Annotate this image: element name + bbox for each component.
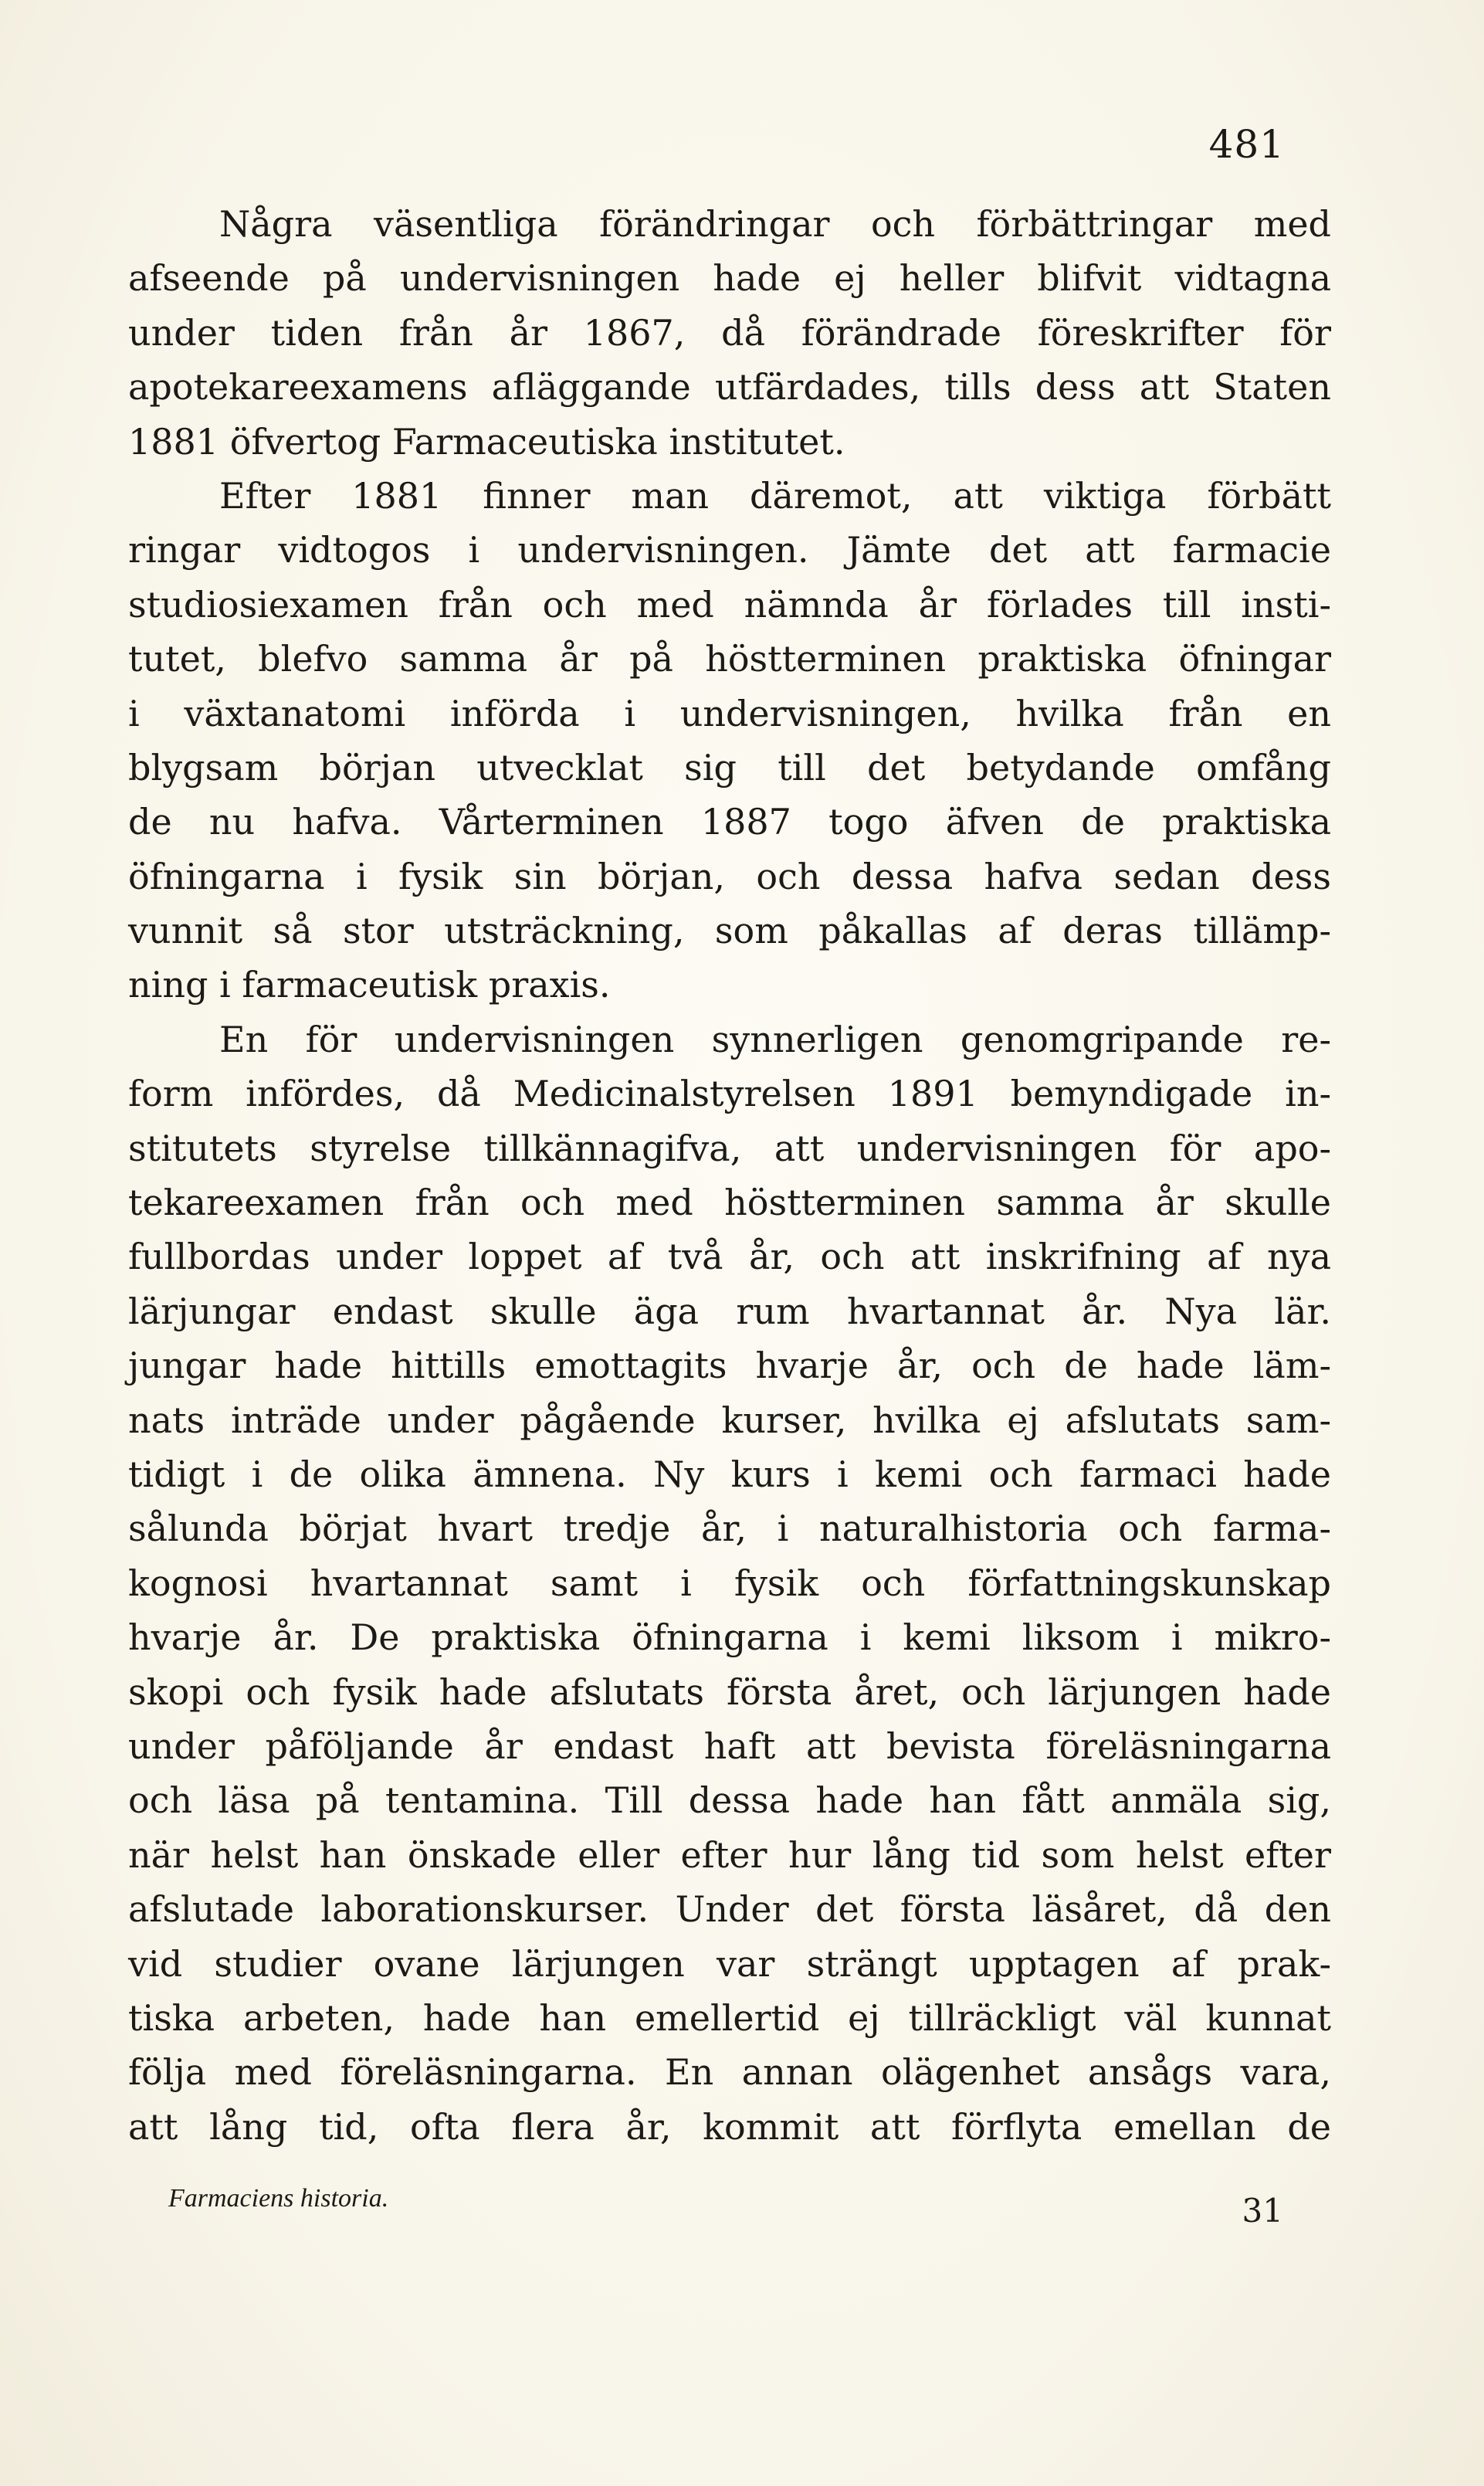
text-line: kognosi hvartannat samt i fysik och författningskunskap	[128, 1562, 1331, 1604]
text-line: stitutets styrelse tillkännagifva, att undervisningen för apo-	[128, 1127, 1331, 1169]
text-line: tiska arbeten, hade han emellertid ej tillräckligt väl kunnat	[128, 1996, 1331, 2039]
text-line: och läsa på tentamina. Till dessa hade han fått anmäla sig,	[128, 1779, 1331, 1822]
sheet-number: 31	[1242, 2192, 1283, 2230]
text-line: hvarje år. De praktiska öfningarna i kemi liksom i mikro-	[128, 1616, 1331, 1659]
page-number: 481	[1208, 122, 1285, 167]
text-line: att lång tid, ofta flera år, kommit att förflyta emellan de	[128, 2105, 1331, 2148]
text-line: skopi och fysik hade afslutats första året, och lärjungen hade	[128, 1670, 1331, 1713]
text-line: blygsam början utvecklat sig till det betydande omfång	[128, 746, 1331, 789]
text-line: de nu hafva. Vårterminen 1887 togo äfven de praktiska	[128, 801, 1331, 843]
text-line: form infördes, då Medicinalstyrelsen 1891 bemyndigade in-	[128, 1073, 1331, 1115]
text-line: tidigt i de olika ämnena. Ny kurs i kemi och farmaci hade	[128, 1453, 1331, 1495]
text-line: ning i farmaceutisk praxis.	[128, 964, 611, 1006]
text-line: En för undervisningen synnerligen genomgripande re-	[219, 1018, 1331, 1060]
text-line: afseende på undervisningen hade ej heller blifvit vidtagna	[128, 257, 1331, 300]
text-line: tekareexamen från och med höstterminen samma år skulle	[128, 1182, 1331, 1224]
page-footer	[168, 2179, 1283, 2241]
text-line: under påföljande år endast haft att bevista föreläsningarna	[128, 1725, 1331, 1767]
text-line: studiosiexamen från och med nämnda år förlades till insti-	[128, 583, 1331, 626]
text-line: vid studier ovane lärjungen var strängt upptagen af prak-	[128, 1942, 1331, 1985]
text-line: afslutade laborationskurser. Under det första läsåret, då den	[128, 1888, 1331, 1931]
text-line: nats inträde under pågående kurser, hvilka ej afslutats sam-	[128, 1399, 1331, 1441]
text-line: apotekareexamens afläggande utfärdades, tills dess att Staten	[128, 366, 1331, 409]
text-line: under tiden från år 1867, då förändrade föreskrifter för	[128, 311, 1331, 354]
text-line: ringar vidtogos i undervisningen. Jämte det att farmacie	[128, 529, 1331, 571]
text-line: Några väsentliga förändringar och förbättringar med	[219, 203, 1331, 245]
text-line: fullbordas under loppet af två år, och att inskrifning af nya	[128, 1236, 1331, 1278]
signature-mark: Farmaciens historia.	[168, 2184, 389, 2213]
text-line: vunnit så stor utsträckning, som påkallas af deras tillämp-	[128, 910, 1331, 952]
text-line: jungar hade hittills emottagits hvarje år, och de hade läm-	[128, 1345, 1331, 1387]
text-line: följa med föreläsningarna. En annan olägenhet ansågs vara,	[128, 2051, 1331, 2094]
text-line: i växtanatomi införda i undervisningen, hvilka från en	[128, 692, 1331, 734]
text-line: när helst han önskade eller efter hur lång tid som helst efter	[128, 1833, 1331, 1876]
text-line: 1881 öfvertog Farmaceutiska institutet.	[128, 420, 845, 463]
body-text	[128, 197, 1331, 2154]
text-line: Efter 1881 finner man däremot, att viktiga förbätt	[219, 474, 1331, 517]
text-line: tutet, blefvo samma år på höstterminen praktiska öfningar	[128, 638, 1331, 680]
text-line: lärjungar endast skulle äga rum hvartannat år. Nya lär.	[128, 1290, 1331, 1332]
text-line: öfningarna i fysik sin början, och dessa hafva sedan dess	[128, 855, 1331, 897]
text-line: sålunda börjat hvart tredje år, i naturalhistoria och farma-	[128, 1508, 1331, 1550]
